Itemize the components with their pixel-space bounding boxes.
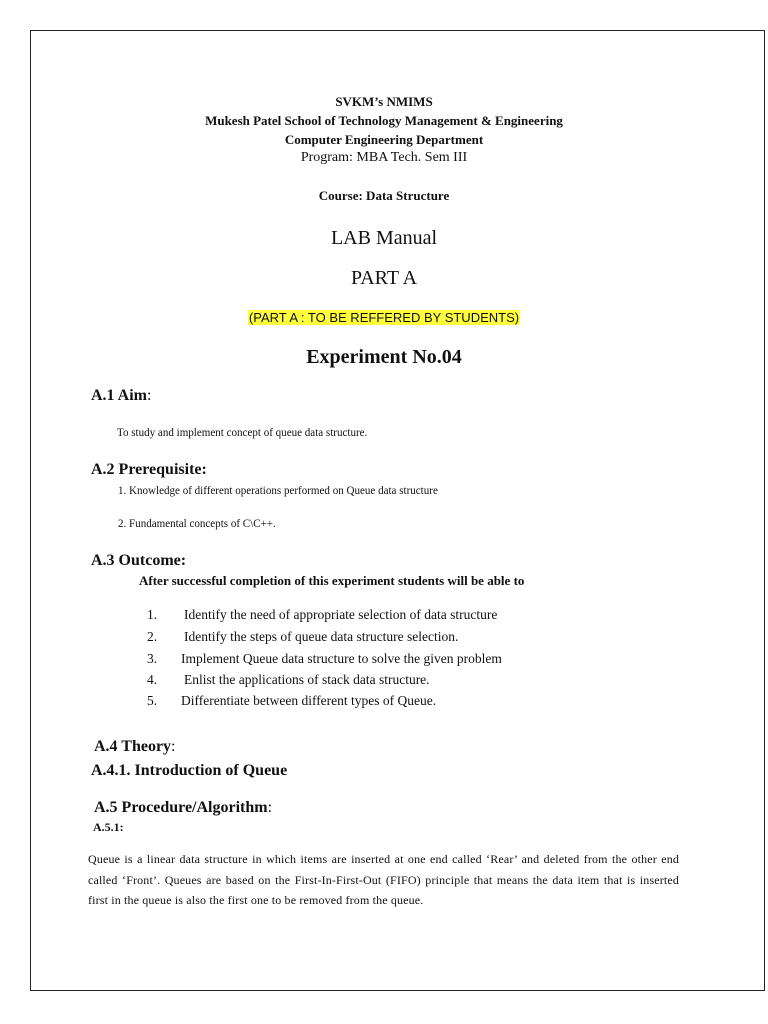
theory-heading	[94, 738, 176, 756]
part-note-highlight: (PART A : TO BE REFFERED BY STUDENTS)	[248, 310, 520, 325]
part-title: PART A	[350, 267, 418, 289]
prerequisite-heading: A.2 Prerequisite:	[91, 461, 207, 478]
prerequisite-item-1: 1. Knowledge of different operations performed on Queue data structure	[118, 483, 438, 497]
procedure-heading-text: A.5 Procedure/Algorithm	[94, 799, 268, 816]
outcome-item-2-number: 2.	[147, 629, 158, 644]
outcome-intro: After successful completion of this experiment students will be able to	[139, 573, 525, 588]
program-line: Program: MBA Tech. Sem III	[300, 150, 468, 165]
lab-manual-title: LAB Manual	[330, 227, 438, 249]
theory-heading-text: A.4 Theory	[94, 738, 172, 755]
page-border	[30, 30, 765, 991]
procedure-heading-colon: :	[267, 799, 273, 816]
outcome-item-5-number: 5.	[147, 693, 158, 708]
aim-text: To study and implement concept of queue data structure.	[117, 425, 368, 439]
outcome-item-4-number: 4.	[147, 672, 158, 687]
outcome-item-2-text: Identify the steps of queue data structure selection.	[184, 629, 459, 644]
part-note	[0, 310, 768, 325]
outcome-item-1-number: 1.	[147, 607, 158, 622]
course-line: Course: Data Structure	[318, 188, 450, 203]
prerequisite-item-2: 2. Fundamental concepts of C\C++.	[118, 516, 276, 530]
aim-heading-text: A.1 Aim	[91, 387, 147, 404]
theory-heading-colon: :	[171, 738, 176, 755]
department-name: Computer Engineering Department	[284, 132, 484, 147]
experiment-title: Experiment No.04	[306, 346, 462, 368]
outcome-item-3-text: Implement Queue data structure to solve the given problem	[181, 651, 502, 666]
outcome-item-4-text: Enlist the applications of stack data structure.	[184, 672, 430, 687]
aim-heading	[91, 387, 151, 405]
procedure-subheading: A.5.1:	[93, 820, 124, 834]
outcome-item-3-number: 3.	[147, 651, 158, 666]
school-name: Mukesh Patel School of Technology Management & Engineering	[205, 113, 563, 128]
aim-heading-colon: :	[147, 387, 152, 404]
theory-subheading: A.4.1. Introduction of Queue	[91, 762, 288, 779]
procedure-heading	[94, 799, 272, 817]
institution-name: SVKM’s NMIMS	[335, 94, 433, 109]
procedure-paragraph: Queue is a linear data structure in which items are inserted at one end called ‘Rear’ and deleted from the other end called ‘Front’. Queues are based on the First-In-First-Out (FIFO) principle that means the data item that is inserted first in the queue is also the first one to be removed from the queue.	[88, 852, 679, 907]
outcome-item-5-text: Differentiate between different types of Queue.	[181, 693, 437, 708]
outcome-item-1-text: Identify the need of appropriate selection of data structure	[184, 607, 498, 622]
outcome-heading: A.3 Outcome:	[91, 552, 187, 569]
